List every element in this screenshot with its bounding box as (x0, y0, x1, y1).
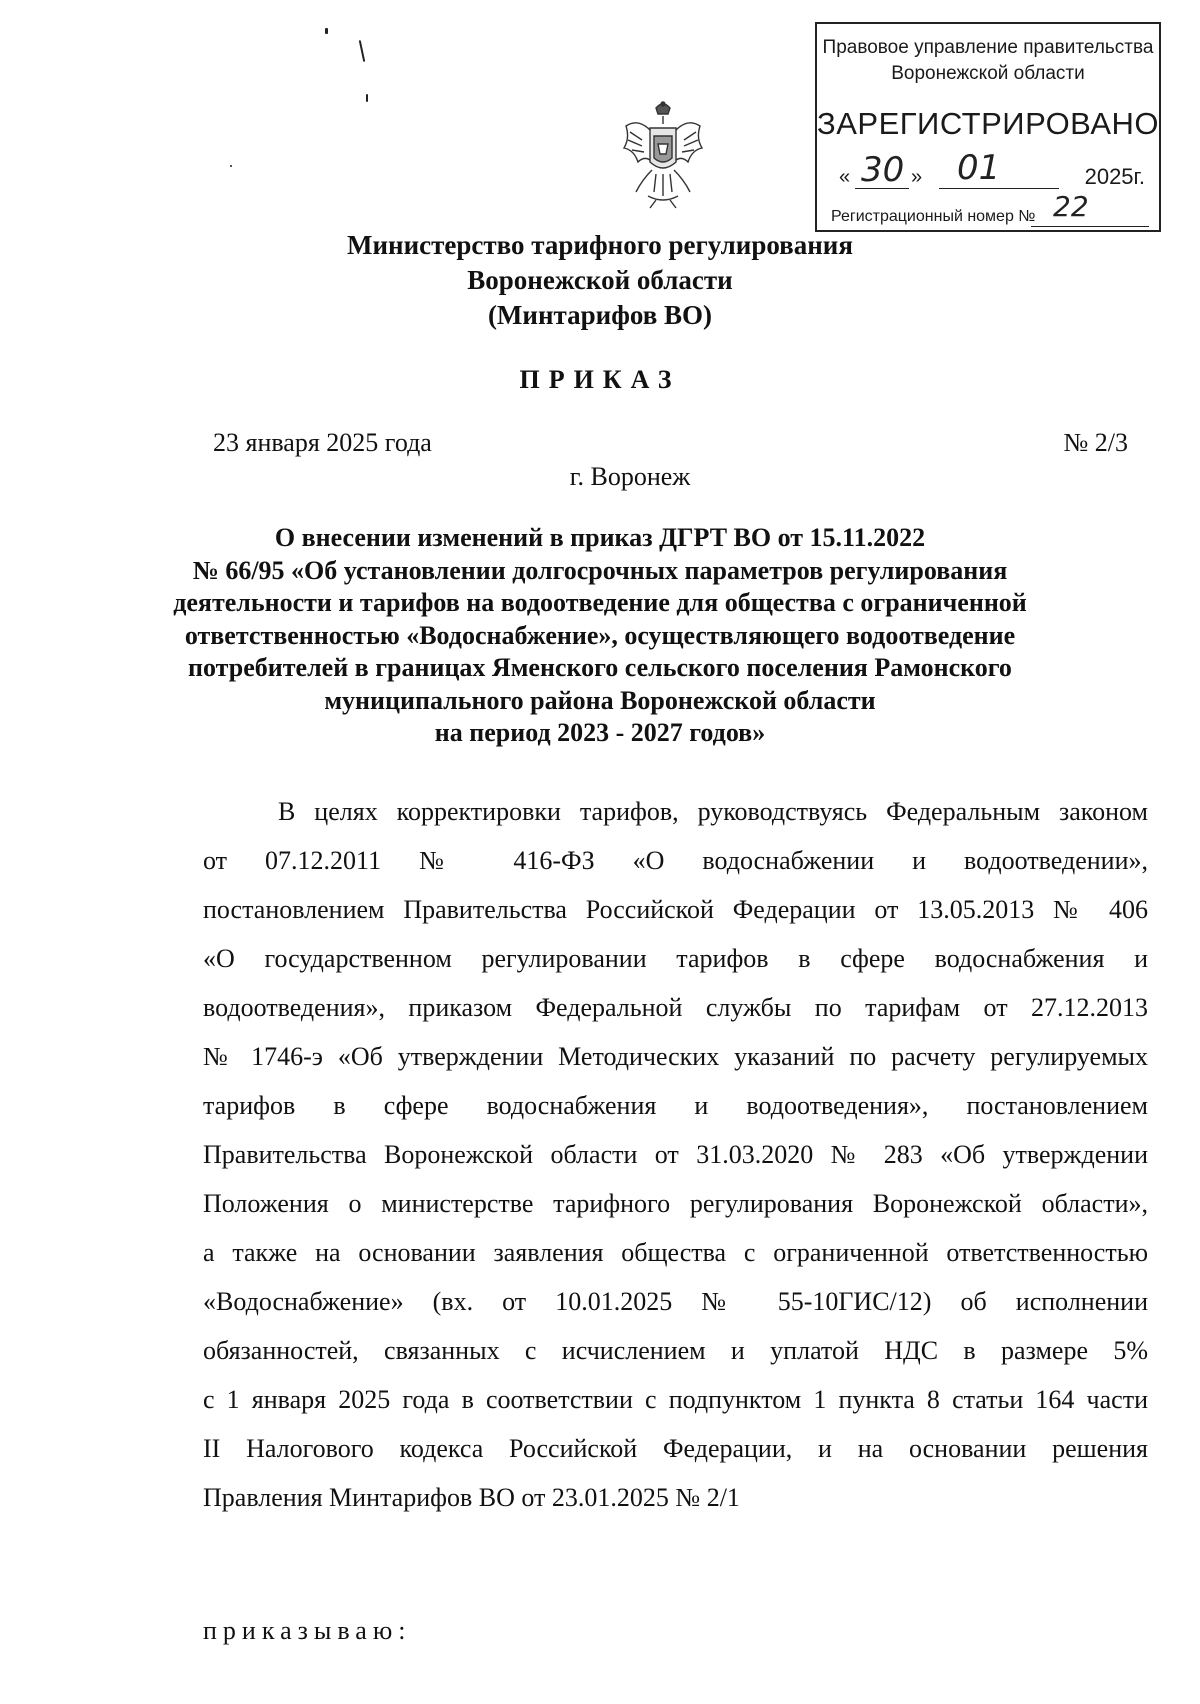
doc-type-title: ПРИКАЗ (519, 365, 681, 394)
subject-line: № 66/95 «Об установлении долгосрочных параметров регулирования (192, 555, 1008, 585)
body-line: от 07.12.2011 № 416-ФЗ «О водоснабжении и водоотведении», (203, 846, 1148, 875)
body-line: обязанностей, связанных с исчислением и уплатой НДС в размере 5% (203, 1336, 1148, 1365)
coat-of-arms-icon (620, 100, 706, 210)
scan-speck (230, 165, 232, 167)
stamp-number-label: Регистрационный номер № (831, 208, 1036, 225)
subject-line: на период 2023 - 2027 годов» (434, 718, 766, 747)
body-line: водоотведения», приказом Федеральной службы по тарифам от 27.12.2013 (203, 993, 1148, 1022)
scan-speck (325, 28, 328, 34)
stamp-year: 2025г. (1084, 164, 1145, 189)
body-line: а также на основании заявления общества с ограниченной ответственностью (203, 1238, 1148, 1267)
body-line: В целях корректировки тарифов, руководствуясь Федеральным законом (278, 797, 1148, 826)
body-line: тарифов в сфере водоснабжения и водоотведения», постановлением (203, 1091, 1148, 1120)
stamp-month-underline (939, 188, 1059, 189)
stamp-number: 22 (1053, 190, 1089, 223)
body-line: Правления Минтарифов ВО от 23.01.2025 № 2/1 (203, 1483, 740, 1512)
preamble-paragraph (203, 787, 1148, 1522)
order-subject (0, 522, 1200, 750)
order-directive: приказываю: (203, 1616, 412, 1645)
ministry-line3: (Минтарифов ВО) (487, 300, 713, 330)
ministry-line1: Министерство тарифного регулирования (347, 230, 853, 260)
stamp-quote-close: » (911, 166, 923, 188)
body-line: с 1 января 2025 года в соответствии с подпунктом 1 пункта 8 статьи 164 части (203, 1385, 1148, 1414)
body-line: Положения о министерстве тарифного регулирования Воронежской области», (203, 1189, 1148, 1218)
scan-speck (366, 94, 368, 102)
subject-line: потребителей в границах Яменского сельского поселения Рамонского (188, 653, 1012, 682)
stamp-number-underline (1031, 226, 1149, 227)
stamp-org-line1: Правовое управление правительства (822, 37, 1154, 58)
body-line: № 1746-э «Об утверждении Методических указаний по расчету регулируемых (203, 1042, 1148, 1071)
stamp-month: 01 (957, 148, 1001, 188)
scan-speck (359, 40, 366, 62)
stamp-day-underline (855, 188, 909, 189)
registration-stamp (815, 22, 1161, 232)
stamp-org-line2: Воронежской области (891, 63, 1085, 84)
subject-line: деятельности и тарифов на водоотведение для общества с ограниченной (173, 588, 1027, 617)
stamp-number-line (831, 190, 1149, 230)
body-line: II Налогового кодекса Российской Федерации, и на основании решения (203, 1434, 1148, 1463)
order-date: 23 января 2025 года (213, 428, 432, 457)
order-city: г. Воронеж (569, 462, 691, 491)
order-number: № 2/3 (1063, 428, 1128, 457)
subject-line: ответственностью «Водоснабжение», осуществляющего водоотведение (184, 620, 1016, 650)
ministry-heading (0, 228, 1200, 333)
body-line: «Водоснабжение» (вх. от 10.01.2025 № 55-10ГИС/12) об исполнении (203, 1287, 1148, 1316)
subject-line: муниципального района Воронежской области (324, 685, 876, 715)
stamp-quote-open: « (839, 166, 851, 188)
stamp-date-line (839, 148, 1145, 194)
body-line: постановлением Правительства Российской Федерации от 13.05.2013 № 406 (203, 895, 1148, 924)
body-line: «О государственном регулировании тарифов в сфере водоснабжения и (203, 944, 1148, 973)
ministry-line2: Воронежской области (467, 265, 733, 295)
stamp-status: ЗАРЕГИСТРИРОВАНО (817, 106, 1160, 141)
subject-line: О внесении изменений в приказ ДГРТ ВО от 15.11.2022 (274, 523, 926, 552)
stamp-day: 30 (861, 150, 905, 190)
body-line: Правительства Воронежской области от 31.03.2020 № 283 «Об утверждении (203, 1140, 1148, 1169)
